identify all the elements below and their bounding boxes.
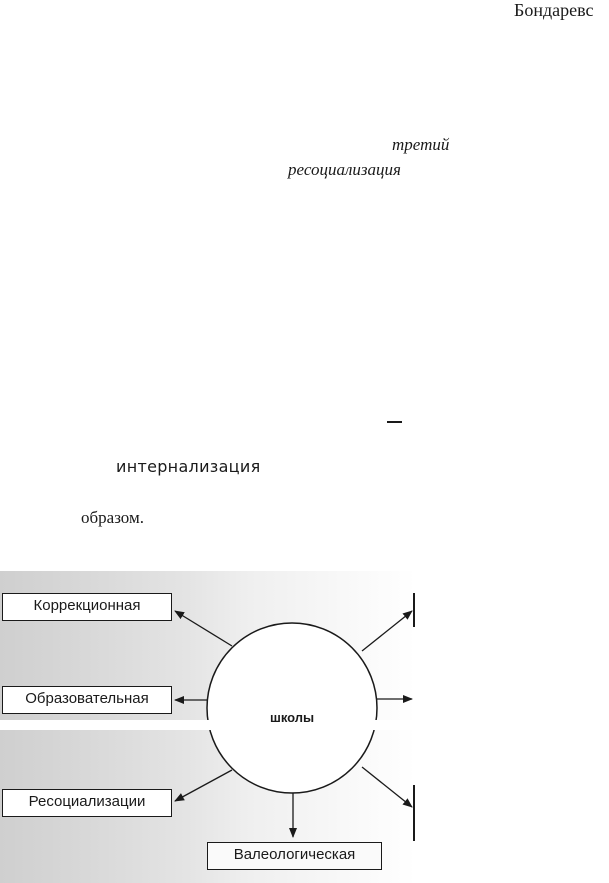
author-name-fragment: Бондаревс [514, 0, 594, 20]
arrow-to-right-bottom [362, 767, 412, 807]
text-fragment-tretiy: третий [392, 135, 450, 154]
scan-gap [0, 720, 416, 730]
arrow-to-right-top [362, 611, 412, 651]
box-resocialization: Ресоциализации [2, 789, 172, 817]
central-circle [207, 623, 377, 793]
box-correction: Коррекционная [2, 593, 172, 621]
functions-diagram [0, 571, 416, 883]
text-fragment-internalizaciya: интернализация [116, 457, 261, 476]
cropped-box-edge-bottom [413, 785, 415, 841]
text-fragment-resocializaciya: ресоциализация [288, 160, 401, 179]
box-valeological: Валеологическая [207, 842, 382, 870]
arrow-to-correction [175, 611, 232, 646]
text-fragment-obrazom: образом. [81, 508, 144, 527]
arrow-to-resocialization [175, 770, 232, 801]
cropped-box-edge-top [413, 593, 415, 627]
box-educational: Образовательная [2, 686, 172, 714]
dash-mark [387, 421, 402, 423]
circle-label: школы [270, 710, 315, 725]
